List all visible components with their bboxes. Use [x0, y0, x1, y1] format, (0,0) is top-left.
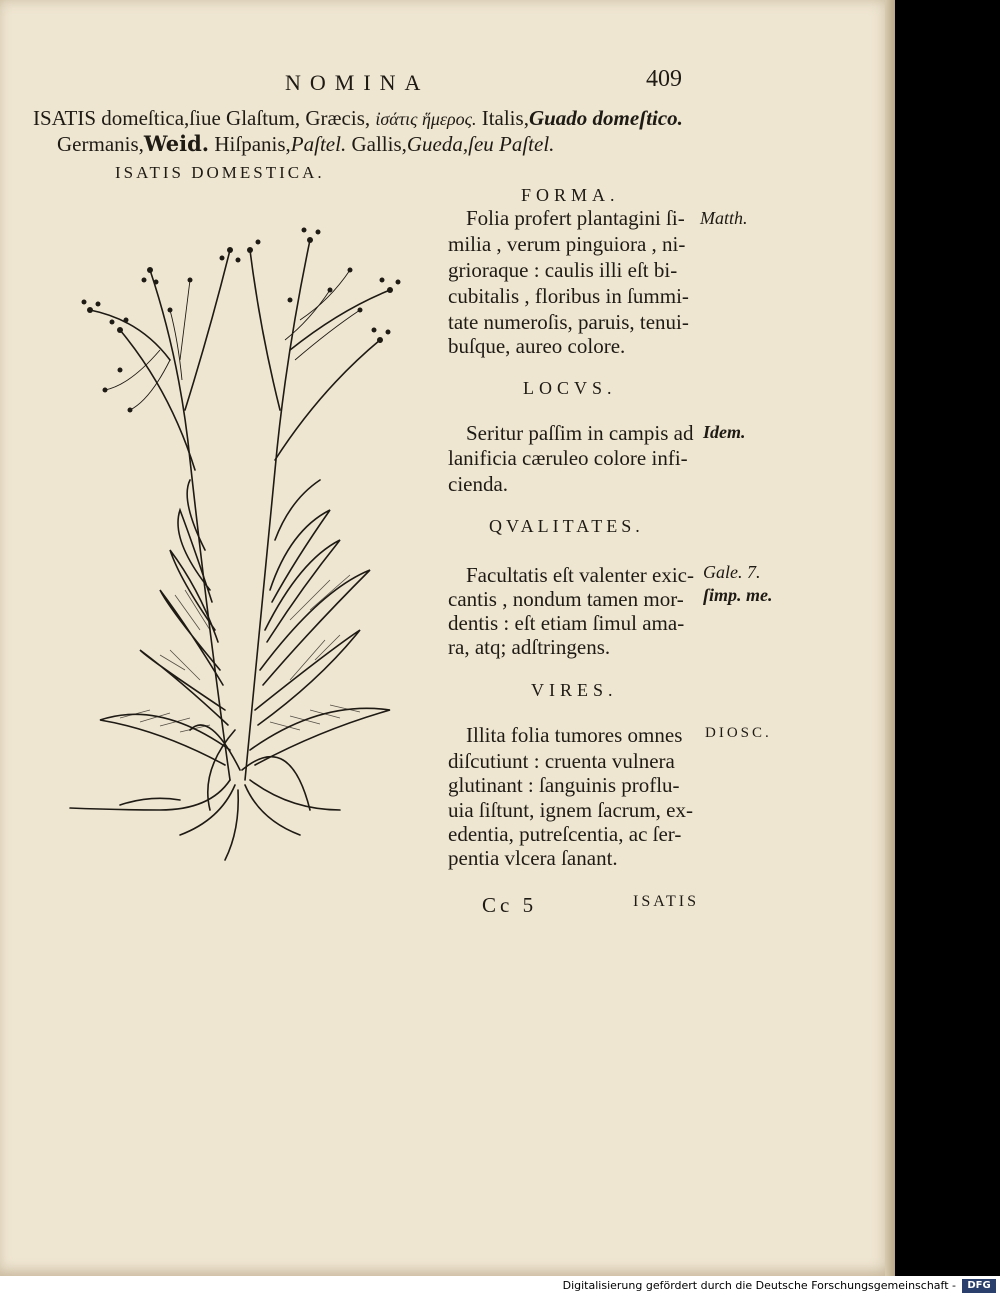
footer-credit: Digitalisierung gefördert durch die Deutsche Forschungsgemeinschaft - — [562, 1279, 956, 1292]
running-title: NOMINA — [285, 70, 430, 95]
forma-line-1: Folia profert plantagini ſi- — [466, 206, 685, 230]
forma-line-5: tate numeroſis, paruis, tenui- — [448, 310, 689, 334]
vires-line-4: uia ſiſtunt, ignem ſacrum, ex- — [448, 798, 693, 822]
forma-line-3: grioraque : caulis illi eſt bi- — [448, 258, 678, 282]
side-note-simp: ſimp. me. — [703, 585, 773, 605]
heading-forma: FORMA. — [521, 185, 620, 205]
vires-line-3: glutinant : ſanguinis proflu- — [448, 773, 680, 797]
forma-line-2: milia , verum pinguiora , ni- — [448, 232, 686, 256]
names-weid: Weid. — [143, 131, 210, 156]
names-gallis: Gallis, — [351, 132, 407, 156]
qualitates-line-4: ra, atq; adſtringens. — [448, 635, 611, 659]
locus-line-1: Seritur paſſim in campis ad — [466, 421, 694, 445]
names-germanis: Germanis, — [57, 132, 144, 156]
side-note-idem: Idem. — [703, 422, 746, 442]
figure-caption: ISATIS DOMESTICA. — [115, 163, 325, 182]
forma-line-4: cubitalis , floribus in ſummi- — [448, 284, 689, 308]
heading-locus: LOCVS. — [523, 378, 617, 398]
names-greek: ἰσάτις ἥμερος. — [375, 109, 477, 129]
names-isatis: ISATIS domeſtica,ſiue Glaſtum, Græcis, — [33, 106, 371, 130]
heading-qualitates: QVALITATES. — [489, 516, 644, 536]
forma-line-6: buſque, aureo colore. — [448, 334, 626, 358]
vires-line-2: diſcutiunt : cruenta vulnera — [448, 749, 675, 773]
woodcut-plant-illustration — [60, 210, 420, 870]
names-line-1 — [33, 106, 683, 131]
dfg-logo: DFG — [962, 1279, 996, 1293]
page-edge — [885, 0, 895, 1276]
vires-line-5: edentia, putreſcentia, ac ſer- — [448, 822, 682, 846]
vires-line-1: Illita folia tumores omnes — [466, 723, 683, 747]
side-note-diosc: DIOSC. — [705, 725, 772, 741]
names-hispanis: Hiſpanis, — [214, 132, 291, 156]
qualitates-line-3: dentis : eſt etiam ſimul ama- — [448, 611, 685, 635]
qualitates-line-1: Facultatis eſt valenter exic- — [466, 563, 694, 587]
side-note-matth: Matth. — [700, 208, 748, 228]
vires-line-6: pentia vlcera ſanant. — [448, 846, 618, 870]
locus-line-2: lanificia cæruleo colore infi- — [448, 446, 688, 470]
names-gueda: Gueda,ſeu Paſtel. — [406, 132, 555, 156]
qualitates-line-2: cantis , nondum tamen mor- — [448, 587, 684, 611]
names-italis-value: Guado domeſtico. — [528, 106, 683, 130]
page-number: 409 — [646, 66, 682, 92]
catchword: ISATIS — [633, 893, 700, 910]
names-line-2 — [57, 131, 554, 157]
locus-line-3: cienda. — [448, 472, 509, 496]
signature-mark: Cc 5 — [482, 893, 538, 917]
heading-vires: VIRES. — [531, 680, 618, 700]
names-italis: Italis, — [481, 106, 529, 130]
side-note-gale: Gale. 7. — [703, 562, 761, 582]
names-pastel: Paſtel. — [290, 132, 347, 156]
